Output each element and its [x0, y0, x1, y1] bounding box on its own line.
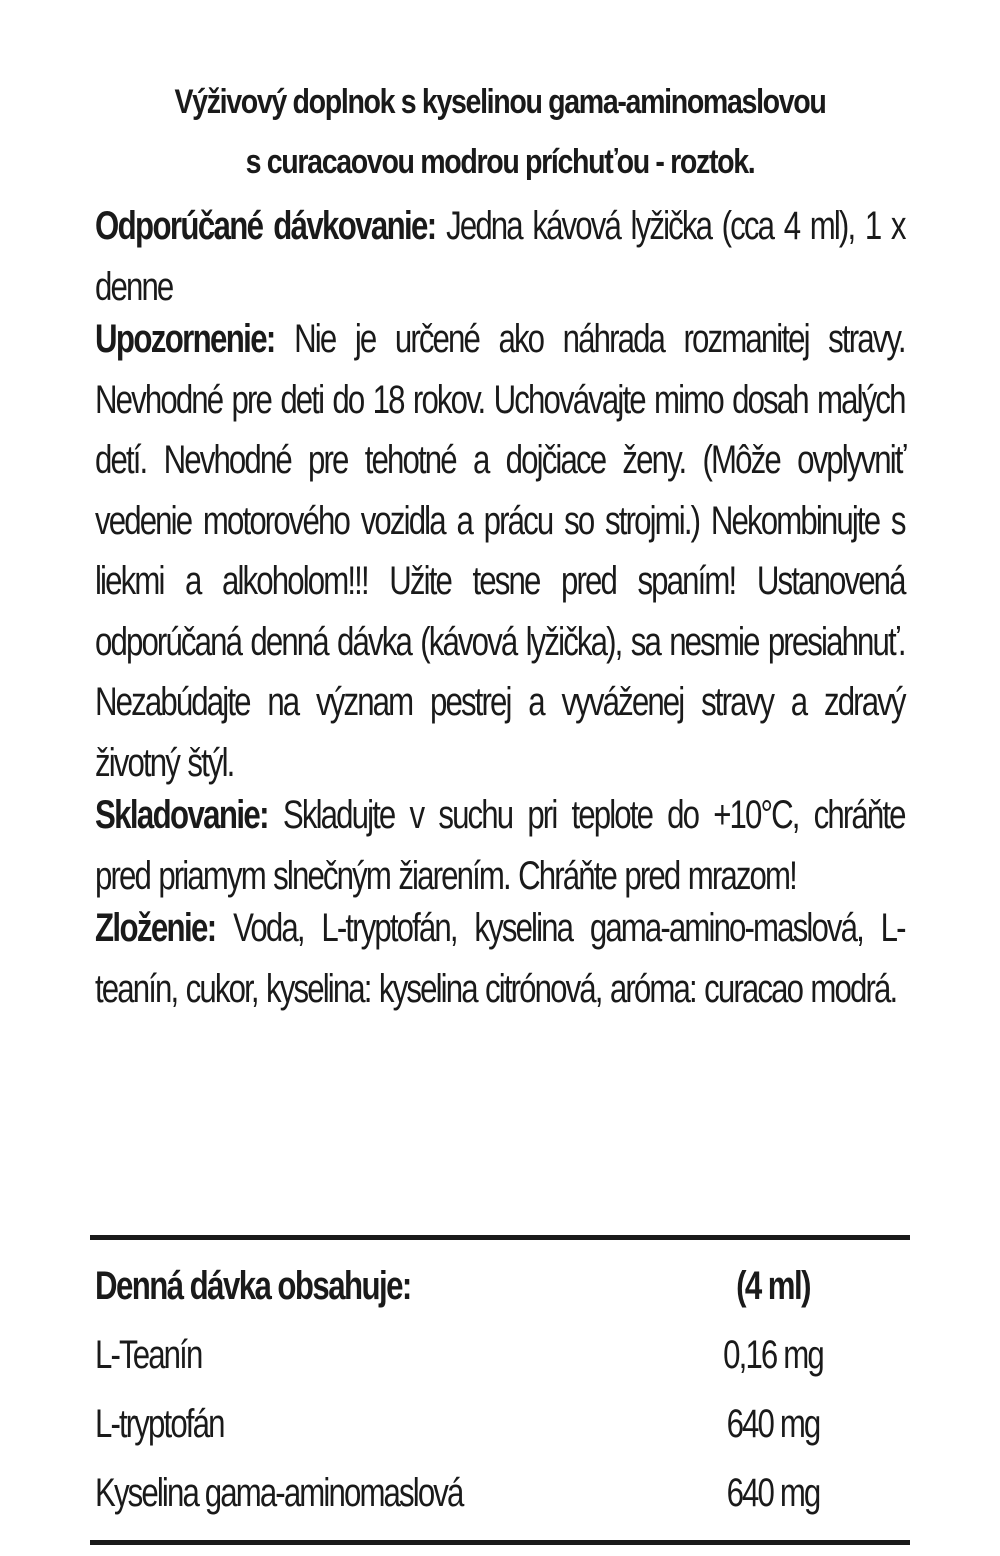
ingredients-text: Voda, L-tryptofán, kyselina gama-amino-maslová, L-teanín, cukor, kyselina: kyselina citrónová, aróma: curacao modrá. [95, 906, 905, 1011]
daily-dose-table [95, 1252, 905, 1528]
table-row [95, 1321, 905, 1390]
warning-section [95, 309, 905, 793]
ingredient-amount: 0,16 mg [723, 1333, 823, 1377]
table-top-divider [90, 1235, 910, 1240]
table-header-label: Denná dávka obsahuje: [95, 1264, 411, 1308]
storage-heading: Skladovanie: [95, 793, 268, 837]
dosage-heading: Odporúčané dávkovanie: [95, 204, 436, 248]
dosage-section [95, 196, 905, 317]
product-title-line-1: Výživový doplnok s kyselinou gama-aminomaslovou [174, 83, 826, 121]
ingredient-name: L-Teanín [95, 1333, 202, 1377]
ingredient-name: L-tryptofán [95, 1402, 224, 1446]
ingredients-section [95, 898, 905, 1019]
product-title-line-2: s curacaovou modrou príchuťou - roztok. [245, 143, 755, 181]
table-bottom-divider [90, 1540, 910, 1545]
dosage-text: Jedna kávová lyžička (cca 4 ml), 1 x denne [95, 204, 905, 309]
ingredient-name: Kyselina gama-aminomaslová [95, 1471, 463, 1515]
ingredients-heading: Zloženie: [95, 906, 216, 950]
table-row [95, 1390, 905, 1459]
warning-text: Nie je určené ako náhrada rozmanitej stravy. Nevhodné pre deti do 18 rokov. Uchovávajte mimo dosah malých detí. Nevhodné pre tehotné a dojčiace ženy. (Môže ovplyvniť vedenie motorového vozidla a prácu so strojmi.) Nekombinujte s liekmi a alkoholom!!! Užite tesne pred spaním! Ustanovená odporúčaná denná dávka (kávová lyžička), sa nesmie presiahnuť. Nezabúdajte na význam pestrej a vyváženej stravy a zdravý životný štýl. [95, 317, 905, 785]
warning-heading: Upozornenie: [95, 317, 275, 361]
storage-section [95, 785, 905, 906]
label-text-block [95, 72, 905, 1011]
ingredient-amount: 640 mg [726, 1402, 820, 1446]
product-title [95, 72, 905, 192]
table-row [95, 1459, 905, 1528]
table-header-row [95, 1252, 905, 1321]
table-header-value: (4 ml) [736, 1264, 810, 1308]
ingredient-amount: 640 mg [726, 1471, 820, 1515]
storage-text: Skladujte v suchu pri teplote do +10°C, chráňte pred priamym slnečným žiarením. Chráňte pred mrazom! [95, 793, 905, 898]
